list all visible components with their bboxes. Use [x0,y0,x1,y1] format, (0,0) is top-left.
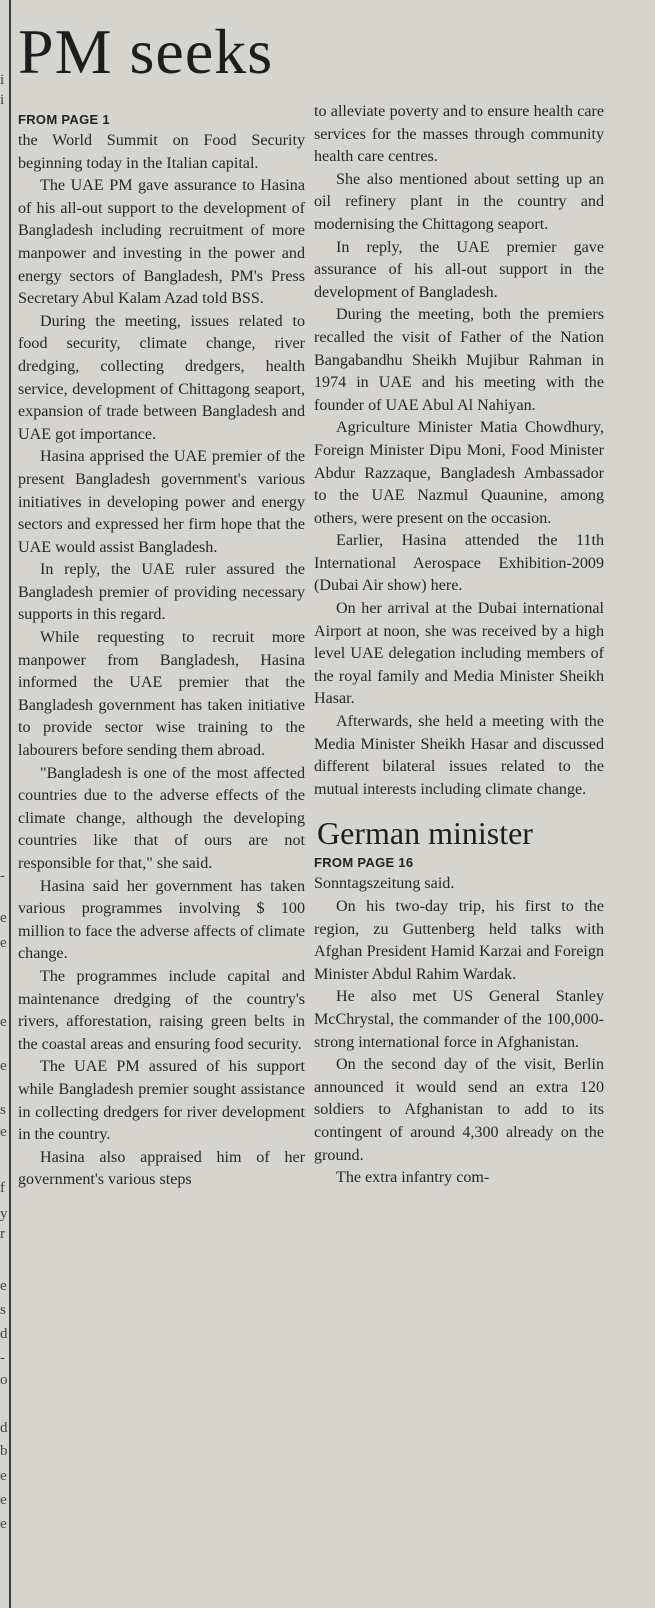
edge-char: e [0,1516,7,1532]
paragraph: On her arrival at the Dubai international Airport at noon, she was received by a high level UAE delegation including members of the royal family and Media Minister Sheikh Hasar. [314,600,604,708]
paragraph: During the meeting, issues related to food security, climate change, river dredging, collecting dredgers, health service, development of Chittagong seaport, expansion of trade between Bangladesh and UAE got importance. [18,312,305,443]
paragraph: In reply, the UAE ruler assured the Bangladesh premier of providing necessary supports in this regard. [18,561,305,624]
edge-char: i [0,92,5,108]
adjacent-column-edge [0,0,9,1608]
paragraph: She also mentioned about setting up an oil refinery plant in the country and modernising the Chittagong seaport. [314,170,604,233]
story-headline-german-minister: German minister [317,815,533,852]
edge-char: e [0,1058,7,1074]
paragraph: Hasina apprised the UAE premier of the present Bangladesh government's various initiatives in developing power and energy sectors and expressed her firm hope that the UAE would assist Bangladesh. [18,448,305,556]
jump-line: FROM PAGE 1 [18,112,110,127]
paragraph: In reply, the UAE premier gave assurance of his all-out support in the development of Bangladesh. [314,238,604,301]
paragraph: Earlier, Hasina attended the 11th International Aerospace Exhibition-2009 (Dubai Air show) here. [314,532,604,595]
paragraph: The extra infantry com- [336,1169,490,1187]
paragraph: While requesting to recruit more manpower from Bangladesh, Hasina informed the UAE premier that the Bangladesh government has taken initiative to provide sector wise training to the labourers before sending them abroad. [18,629,305,760]
article-column-2 [314,101,604,1190]
paragraph: The UAE PM gave assurance to Hasina of his all-out support to the development of Bangladesh including recruitment of more manpower and investing in the power and energy sectors of Bangladesh, PM's Press Secretary Abul Kalam Azad told BSS. [18,177,305,308]
edge-char: e [0,1014,7,1030]
edge-char: e [0,1124,7,1140]
paragraph: The programmes include capital and maintenance dredging of the country's rivers, afforestation, raising green belts in the coastal areas and ensuring food security. [18,967,305,1053]
paragraph: Hasina also appraised him of her government's various steps [18,1148,305,1189]
edge-char: - [0,868,5,884]
edge-char: - [0,1350,5,1366]
edge-char: s [0,1302,6,1318]
edge-char: e [0,1492,7,1508]
edge-char: s [0,1102,6,1118]
paragraph: He also met US General Stanley McChrystal, the commander of the 100,000-strong international force in Afghanistan. [314,988,604,1051]
edge-char: e [0,935,7,951]
edge-char: e [0,1278,7,1294]
paragraph: Hasina said her government has taken various programmes involving $ 100 million to face the adverse affects of climate change. [18,877,305,963]
paragraph: On his two-day trip, his first to the region, zu Guttenberg held talks with Afghan President Hamid Karzai and Foreign Minister Abdul Rahim Wardak. [314,898,604,983]
edge-char: e [0,1468,7,1484]
paragraph: Agriculture Minister Matia Chowdhury, Foreign Minister Dipu Moni, Food Minister Abdur Razzaque, Bangladesh Ambassador to the UAE Nazmul Quaunine, among others, were present on the occasion. [314,419,604,527]
paragraph: During the meeting, both the premiers recalled the visit of Father of the Nation Bangabandhu Sheikh Mujibur Rahman in 1974 in UAE and his meeting with the founder of UAE Abul Al Nahiyan. [314,306,604,414]
edge-char: d [0,1326,8,1342]
jump-line: FROM PAGE 16 [314,855,414,871]
edge-char: o [0,1372,8,1388]
paragraph: On the second day of the visit, Berlin announced it would send an extra 120 soldiers to Afghanistan to add to its contingent of around 4,300 already on the ground. [314,1056,604,1164]
edge-char: i [0,72,5,88]
paragraph: to alleviate poverty and to ensure health care services for the masses through community health care centres. [314,103,604,166]
edge-char: f [0,1180,5,1196]
paragraph: Sonntagszeitung said. [314,875,455,893]
paragraph: Afterwards, she held a meeting with the Media Minister Sheikh Hasar and discussed different bilateral issues related to the mutual interests including climate change. [314,713,604,798]
column-rule [9,0,11,1608]
edge-char: y [0,1206,8,1222]
paragraph: The UAE PM assured of his support while Bangladesh premier sought assistance in collecting dredgers for river development in the country. [18,1058,305,1144]
paragraph: the World Summit on Food Security beginning today in the Italian capital. [18,132,305,172]
edge-char: d [0,1420,8,1436]
edge-char: r [0,1226,5,1242]
edge-char: e [0,910,7,926]
article-column-1 [18,110,305,1192]
quote-paragraph: "Bangladesh is one of the most affected countries due to the adverse effects of the climate change, although the developing countries like that of ours are not responsible for that," she said. [18,764,305,872]
edge-char: b [0,1443,8,1459]
story-headline: PM seeks [18,16,274,87]
